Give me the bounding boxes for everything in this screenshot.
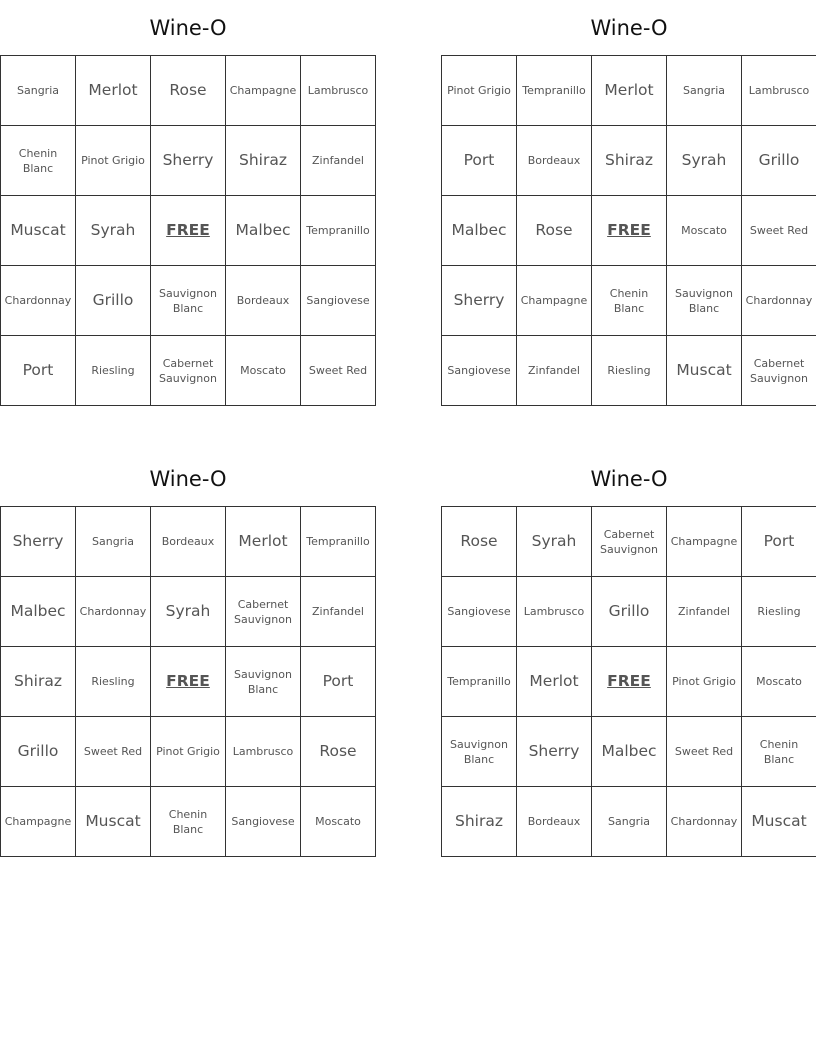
bingo-cell: Merlot (592, 56, 667, 126)
bingo-cell: Chenin Blanc (1, 126, 76, 196)
bingo-cell: Malbec (592, 717, 667, 787)
bingo-cell: Sangria (76, 507, 151, 577)
bingo-cell: Chenin Blanc (151, 787, 226, 857)
bingo-cell: Rose (517, 196, 592, 266)
bingo-cell: Syrah (517, 507, 592, 577)
bingo-cell: Muscat (667, 336, 742, 406)
bingo-card-4 (441, 451, 816, 857)
bingo-cell: Pinot Grigio (442, 56, 517, 126)
bingo-cell: Chenin Blanc (592, 266, 667, 336)
bingo-cell: Syrah (667, 126, 742, 196)
bingo-cell: Bordeaux (517, 787, 592, 857)
bingo-cell: Cabernet Sauvignon (742, 336, 816, 406)
bingo-cell: Cabernet Sauvignon (151, 336, 226, 406)
bingo-cell: Riesling (76, 647, 151, 717)
bingo-cell: Sauvignon Blanc (226, 647, 301, 717)
bingo-cell: Cabernet Sauvignon (592, 507, 667, 577)
bingo-cell: Chardonnay (667, 787, 742, 857)
bingo-cell: Moscato (226, 336, 301, 406)
bingo-cell: Sangiovese (301, 266, 376, 336)
free-space: FREE (592, 647, 667, 717)
bingo-cell: Merlot (76, 56, 151, 126)
bingo-grid (441, 506, 816, 857)
bingo-cell: Zinfandel (301, 126, 376, 196)
card-title: Wine-O (590, 467, 668, 491)
bingo-cell: Cabernet Sauvignon (226, 577, 301, 647)
free-space: FREE (592, 196, 667, 266)
bingo-cell: Syrah (151, 577, 226, 647)
bingo-grid (0, 506, 376, 857)
bingo-cell: Zinfandel (301, 577, 376, 647)
bingo-cell: Sauvignon Blanc (442, 717, 517, 787)
bingo-cell: Shiraz (442, 787, 517, 857)
bingo-cell: Sauvignon Blanc (151, 266, 226, 336)
bingo-grid (0, 55, 376, 406)
bingo-cell: Tempranillo (301, 196, 376, 266)
bingo-cell: Sherry (442, 266, 517, 336)
bingo-cell: Port (742, 507, 816, 577)
bingo-cell: Champagne (667, 507, 742, 577)
bingo-cell: Sherry (1, 507, 76, 577)
bingo-cell: Tempranillo (517, 56, 592, 126)
bingo-cell: Merlot (226, 507, 301, 577)
bingo-cell: Port (1, 336, 76, 406)
bingo-cell: Pinot Grigio (76, 126, 151, 196)
bingo-cell: Chenin Blanc (742, 717, 816, 787)
bingo-cell: Grillo (1, 717, 76, 787)
bingo-cell: Rose (151, 56, 226, 126)
bingo-cell: Zinfandel (517, 336, 592, 406)
bingo-cell: Shiraz (1, 647, 76, 717)
bingo-cell: Tempranillo (301, 507, 376, 577)
bingo-cell: Chardonnay (1, 266, 76, 336)
bingo-cell: Port (301, 647, 376, 717)
bingo-cell: Rose (301, 717, 376, 787)
bingo-cell: Sweet Red (76, 717, 151, 787)
bingo-cell: Riesling (76, 336, 151, 406)
bingo-cell: Sangiovese (226, 787, 301, 857)
bingo-cell: Sangiovese (442, 577, 517, 647)
bingo-card-2 (441, 0, 816, 406)
bingo-cell: Lambrusco (517, 577, 592, 647)
bingo-cell: Riesling (742, 577, 816, 647)
card-title: Wine-O (149, 467, 227, 491)
bingo-cell: Syrah (76, 196, 151, 266)
bingo-cell: Lambrusco (301, 56, 376, 126)
bingo-cell: Lambrusco (742, 56, 816, 126)
bingo-cell: Moscato (667, 196, 742, 266)
bingo-cell: Sangiovese (442, 336, 517, 406)
free-space: FREE (151, 196, 226, 266)
bingo-cell: Chardonnay (76, 577, 151, 647)
bingo-cell: Tempranillo (442, 647, 517, 717)
bingo-cell: Sherry (517, 717, 592, 787)
bingo-grid (441, 55, 816, 406)
bingo-cell: Bordeaux (151, 507, 226, 577)
bingo-cell: Bordeaux (517, 126, 592, 196)
bingo-cell: Bordeaux (226, 266, 301, 336)
bingo-cell: Malbec (226, 196, 301, 266)
bingo-cell: Rose (442, 507, 517, 577)
bingo-cell: Malbec (442, 196, 517, 266)
bingo-cell: Grillo (592, 577, 667, 647)
bingo-cell: Champagne (226, 56, 301, 126)
bingo-cell: Champagne (517, 266, 592, 336)
bingo-cell: Muscat (76, 787, 151, 857)
bingo-cell: Pinot Grigio (667, 647, 742, 717)
bingo-cell: Shiraz (226, 126, 301, 196)
bingo-cell: Sangria (1, 56, 76, 126)
bingo-cell: Sherry (151, 126, 226, 196)
bingo-cell: Riesling (592, 336, 667, 406)
bingo-cell: Merlot (517, 647, 592, 717)
bingo-cell: Grillo (742, 126, 816, 196)
bingo-cell: Sauvignon Blanc (667, 266, 742, 336)
bingo-cell: Malbec (1, 577, 76, 647)
bingo-cell: Sweet Red (667, 717, 742, 787)
bingo-cell: Muscat (742, 787, 816, 857)
bingo-cell: Muscat (1, 196, 76, 266)
bingo-card-3 (0, 451, 376, 857)
bingo-cell: Pinot Grigio (151, 717, 226, 787)
bingo-cell: Chardonnay (742, 266, 816, 336)
bingo-cell: Moscato (301, 787, 376, 857)
bingo-cell: Grillo (76, 266, 151, 336)
bingo-cell: Sweet Red (742, 196, 816, 266)
card-title: Wine-O (590, 16, 668, 40)
bingo-cell: Sweet Red (301, 336, 376, 406)
bingo-cell: Champagne (1, 787, 76, 857)
bingo-cell: Sangria (592, 787, 667, 857)
bingo-cell: Shiraz (592, 126, 667, 196)
free-space: FREE (151, 647, 226, 717)
bingo-cell: Sangria (667, 56, 742, 126)
bingo-cell: Port (442, 126, 517, 196)
bingo-card-1 (0, 0, 376, 406)
bingo-cell: Zinfandel (667, 577, 742, 647)
card-title: Wine-O (149, 16, 227, 40)
bingo-cell: Lambrusco (226, 717, 301, 787)
bingo-cell: Moscato (742, 647, 816, 717)
